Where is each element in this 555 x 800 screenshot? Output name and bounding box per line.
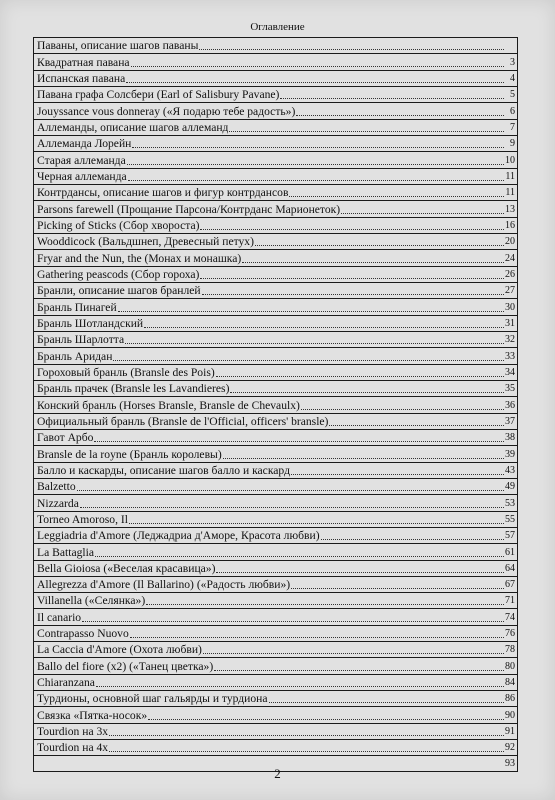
dot-leader — [216, 376, 504, 377]
toc-entry-title: Бранль Аридан — [37, 350, 113, 363]
toc-entry-page: 36 — [505, 399, 515, 411]
toc-entry — [33, 690, 518, 706]
toc-entry-page: 38 — [505, 432, 515, 444]
toc-entry-page: 64 — [505, 562, 515, 574]
dot-leader — [128, 180, 504, 181]
toc-entry-page: 55 — [505, 513, 515, 525]
toc-entry-title: Fryar and the Nun, the (Монах и монашка) — [37, 252, 242, 265]
toc-entry — [33, 462, 518, 478]
toc-entry-title: Гороховый бранль (Bransle des Pois) — [37, 366, 215, 379]
toc-entry-page: 90 — [505, 709, 515, 721]
dot-leader — [199, 49, 504, 50]
toc-entry — [33, 494, 518, 510]
toc-entry-title: Parsons farewell (Прощание Парсона/Контрданс Марионеток) — [37, 203, 341, 216]
toc-entry — [33, 723, 518, 739]
toc-entry — [33, 70, 518, 86]
dot-leader — [146, 604, 504, 605]
toc-entry — [33, 413, 518, 429]
toc-entry-title: Leggiadria d'Amore (Леджадриа д'Аморе, Красота любви) — [37, 530, 320, 543]
toc-entry — [33, 151, 518, 167]
dot-leader — [280, 98, 504, 99]
toc-entry-page: 13 — [505, 203, 515, 215]
dot-leader — [126, 82, 504, 83]
toc-entry-page: 57 — [505, 530, 515, 542]
table-of-contents — [33, 37, 518, 769]
toc-entry-title: Бранль Пинагей — [37, 301, 117, 314]
dot-leader — [118, 311, 504, 312]
toc-entry — [33, 184, 518, 200]
dot-leader — [230, 392, 504, 393]
toc-entry — [33, 200, 518, 216]
dot-leader — [229, 131, 504, 132]
dot-leader — [301, 409, 504, 410]
toc-entry-page: 5 — [510, 89, 515, 101]
toc-entry-title: Испанская павана — [37, 72, 126, 85]
toc-entry — [33, 608, 518, 624]
toc-entry-title: Конский бранль (Horses Bransle, Bransle de Chevaulx) — [37, 399, 300, 412]
page-number: 2 — [274, 766, 281, 781]
toc-entry-page: 67 — [505, 579, 515, 591]
toc-entry — [33, 527, 518, 543]
toc-entry — [33, 315, 518, 331]
toc-entry-page: 20 — [505, 236, 515, 248]
dot-leader — [113, 360, 504, 361]
toc-entry-title: Бранли, описание шагов бранлей — [37, 285, 201, 298]
dot-leader — [82, 621, 504, 622]
dot-leader — [144, 327, 504, 328]
toc-entry — [33, 657, 518, 673]
toc-entry — [33, 282, 518, 298]
toc-entry-title: La Caccia d'Amore (Охота любви) — [37, 644, 202, 657]
toc-entry-page: 37 — [505, 415, 515, 427]
dot-leader — [214, 670, 504, 671]
toc-entry-title: Ballo del fiore (x2) («Танец цветка») — [37, 660, 214, 673]
toc-entry — [33, 135, 518, 151]
toc-entry — [33, 576, 518, 592]
toc-entry-title: Torneo Amoroso, Il — [37, 513, 128, 526]
toc-entry-page: 31 — [505, 317, 515, 329]
toc-entry-title: Бранль Шотландский — [37, 317, 144, 330]
toc-entry-title: Tourdion на 3х — [37, 726, 109, 739]
toc-entry — [33, 347, 518, 363]
toc-entry-page: 32 — [505, 334, 515, 346]
toc-entry — [33, 396, 518, 412]
toc-entry-page: 78 — [505, 644, 515, 656]
toc-entry-page: 93 — [505, 757, 515, 769]
toc-entry-page: 9 — [510, 138, 515, 150]
toc-entry-title: Паваны, описание шагов паваны — [37, 40, 199, 53]
toc-entry-page: 43 — [505, 464, 515, 476]
toc-entry-title: Balzetto — [37, 481, 76, 494]
dot-leader — [80, 507, 504, 508]
toc-heading: Оглавление — [250, 21, 305, 33]
toc-entry — [33, 217, 518, 233]
dot-leader — [291, 588, 504, 589]
toc-entry-title: Jouyssance vous donneray («Я подарю тебе радость») — [37, 105, 296, 118]
dot-leader — [200, 278, 504, 279]
toc-entry — [33, 592, 518, 608]
toc-entry — [33, 102, 518, 118]
toc-entry-title: Аллеманды, описание шагов аллеманд — [37, 121, 229, 134]
toc-entry-title: Аллеманда Лорейн — [37, 138, 132, 151]
toc-entry-page: 86 — [505, 693, 515, 705]
toc-entry-title: Chiaranzana — [37, 677, 95, 690]
toc-entry-title: La Battaglia — [37, 546, 94, 559]
toc-entry — [33, 168, 518, 184]
toc-entry-title: Nizzarda — [37, 497, 79, 510]
dot-leader — [296, 115, 504, 116]
toc-entry-title: Черная аллеманда — [37, 170, 127, 183]
toc-entry-title: Tourdion на 4х — [37, 742, 109, 755]
toc-entry — [33, 478, 518, 494]
toc-entry-page: 10 — [505, 154, 515, 166]
dot-leader — [269, 702, 504, 703]
toc-entry-page: 6 — [510, 105, 515, 117]
toc-entry-title: Связка «Пятка-носок» — [37, 709, 148, 722]
dot-leader — [77, 490, 504, 491]
toc-entry-page: 26 — [505, 268, 515, 280]
dot-leader — [291, 474, 504, 475]
toc-entry-page: 76 — [505, 628, 515, 640]
toc-entry — [33, 625, 518, 641]
toc-entry-page: 49 — [505, 481, 515, 493]
toc-entry-page: 80 — [505, 660, 515, 672]
toc-entry — [33, 86, 518, 102]
toc-entry — [33, 249, 518, 265]
toc-entry-title: Gathering peascods (Сбор гороха) — [37, 268, 200, 281]
toc-entry — [33, 429, 518, 445]
toc-entry — [33, 266, 518, 282]
dot-leader — [341, 213, 504, 214]
toc-entry-title: Bella Gioiosa («Веселая красавица») — [37, 562, 216, 575]
dot-leader — [109, 751, 504, 752]
dot-leader — [255, 245, 504, 246]
dot-leader — [109, 735, 504, 736]
toc-entry-page: 84 — [505, 677, 515, 689]
toc-entry-title: Contrapasso Nuovo — [37, 628, 129, 641]
toc-entry — [33, 37, 518, 53]
toc-entry — [33, 543, 518, 559]
toc-entry-page: 74 — [505, 611, 515, 623]
dot-leader — [95, 556, 504, 557]
toc-entry-title: Турдионы, основной шаг гальярды и турдиона — [37, 693, 268, 706]
toc-entry-title: Бранль Шарлотта — [37, 334, 125, 347]
dot-leader — [96, 686, 504, 687]
dot-leader — [321, 539, 504, 540]
dot-leader — [203, 653, 504, 654]
toc-entry-title: Балло и каскарды, описание шагов балло и каскард — [37, 464, 290, 477]
toc-entry — [33, 511, 518, 527]
toc-entry-title: Wooddicock (Вальдшнеп, Древесный петух) — [37, 236, 254, 249]
toc-entry-title: Villanella («Селянка») — [37, 595, 146, 608]
dot-leader — [289, 196, 504, 197]
toc-entry-title: Bransle de la royne (Бранль королевы) — [37, 448, 222, 461]
toc-entry-page: 11 — [505, 170, 515, 182]
toc-entry — [33, 380, 518, 396]
dot-leader — [200, 229, 504, 230]
dot-leader — [223, 458, 504, 459]
dot-leader — [129, 523, 504, 524]
toc-entry — [33, 641, 518, 657]
toc-entry-page: 11 — [505, 187, 515, 199]
toc-entry-title: Павана графа Солсбери (Earl of Salisbury Pavane) — [37, 89, 280, 102]
toc-entry-page: 4 — [510, 72, 515, 84]
toc-entry — [33, 560, 518, 576]
toc-entry — [33, 119, 518, 135]
toc-entry-page: 92 — [505, 742, 515, 754]
dot-leader — [132, 147, 504, 148]
dot-leader — [94, 441, 504, 442]
toc-entry-page: 3 — [510, 56, 515, 68]
toc-entry-title: Квадратная павана — [37, 56, 130, 69]
toc-entry-title: Бранль прачек (Bransle les Lavandieres) — [37, 383, 230, 396]
toc-entry-page: 35 — [505, 383, 515, 395]
toc-entry-page: 16 — [505, 219, 515, 231]
dot-leader — [242, 262, 504, 263]
toc-entry-title: Picking of Sticks (Сбор хвороста) — [37, 219, 200, 232]
dot-leader — [127, 164, 504, 165]
dot-leader — [202, 294, 504, 295]
toc-entry — [33, 53, 518, 69]
toc-entry-page: 7 — [510, 121, 515, 133]
dot-leader — [148, 719, 504, 720]
toc-entry — [33, 674, 518, 690]
toc-entry — [33, 445, 518, 461]
dot-leader — [329, 425, 504, 426]
dot-leader — [131, 66, 504, 67]
toc-entry-title: Гавот Арбо — [37, 432, 94, 445]
toc-entry-page: 53 — [505, 497, 515, 509]
toc-entry-page: 39 — [505, 448, 515, 460]
dot-leader — [216, 572, 504, 573]
dot-leader — [125, 343, 504, 344]
toc-entry-page: 27 — [505, 285, 515, 297]
toc-entry-page: 91 — [505, 726, 515, 738]
toc-entry-page: 34 — [505, 366, 515, 378]
toc-entry — [33, 706, 518, 722]
toc-entry — [33, 233, 518, 249]
toc-entry-title: Allegrezza d'Amore (Il Ballarino) («Радость любви») — [37, 579, 291, 592]
toc-entry-title: Старая аллеманда — [37, 154, 126, 167]
toc-entry — [33, 364, 518, 380]
toc-entry-page: 71 — [505, 595, 515, 607]
toc-entry-title: Официальный бранль (Bransle de l'Official, officers' bransle) — [37, 415, 329, 428]
dot-leader — [130, 637, 504, 638]
toc-entry-page: 61 — [505, 546, 515, 558]
toc-entry — [33, 298, 518, 314]
toc-entry-page: 24 — [505, 252, 515, 264]
toc-entry-page: 30 — [505, 301, 515, 313]
toc-entry-title: Контрдансы, описание шагов и фигур контрдансов — [37, 187, 289, 200]
toc-entry-title: Il canario — [37, 611, 82, 624]
toc-entry — [33, 739, 518, 755]
toc-entry — [33, 331, 518, 347]
toc-entry-page: 33 — [505, 350, 515, 362]
